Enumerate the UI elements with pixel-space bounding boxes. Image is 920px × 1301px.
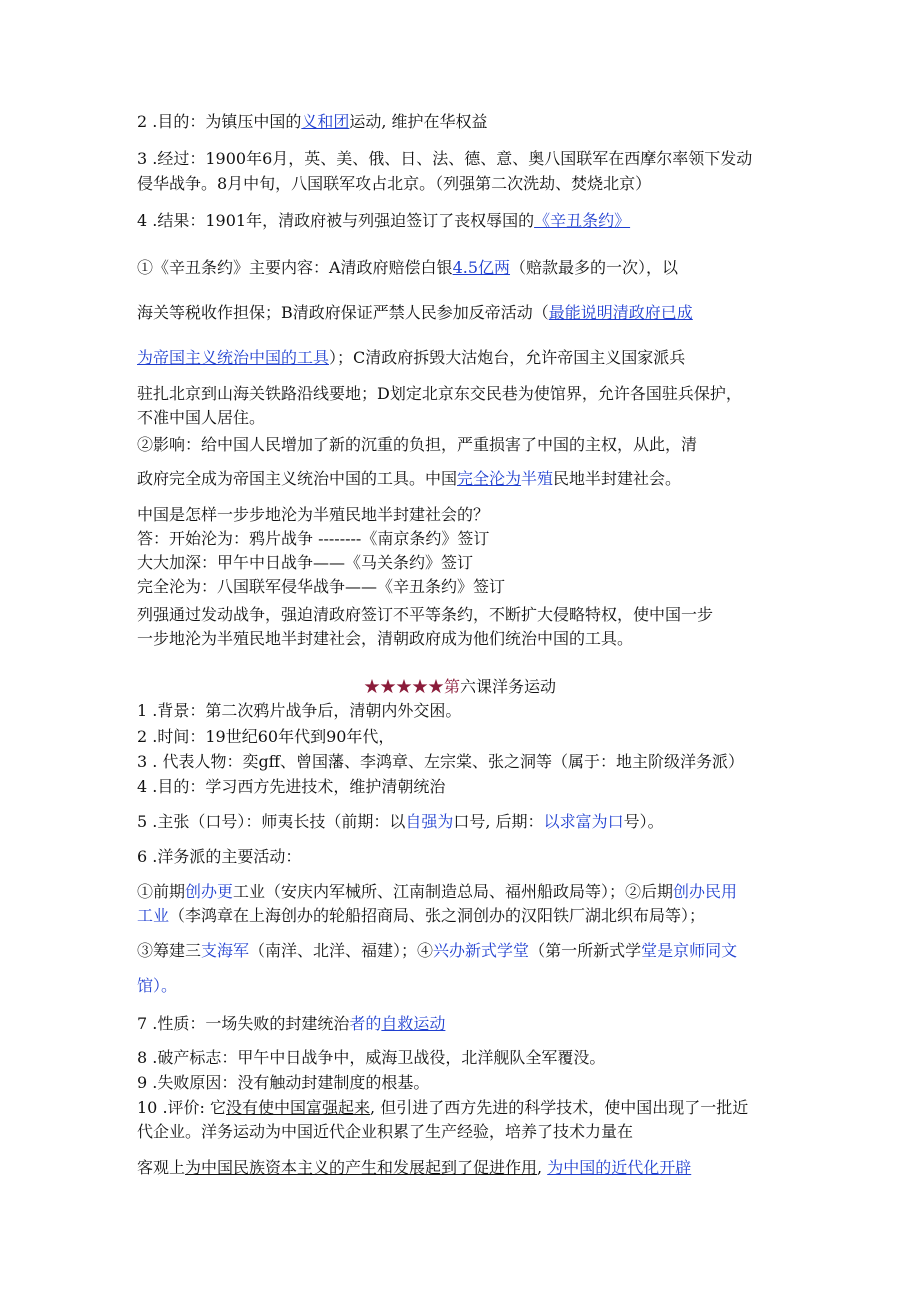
text-segment: ①《辛丑条约》主要内容：A清政府赔偿白银 (137, 258, 453, 277)
text-line (137, 976, 177, 996)
text-line (137, 1014, 445, 1034)
highlight-text: 兴办新式学堂 (433, 941, 530, 960)
star-rating: 第 (443, 677, 460, 696)
text-segment: , (537, 1158, 548, 1177)
text-segment: 2 .目的：为镇压中国的 (137, 112, 302, 131)
text-line (137, 112, 488, 132)
text-segment: 7 .性质：一场失败的封建统治 (137, 1014, 350, 1033)
highlight-text: 为中国的近代化开辟 (547, 1158, 692, 1177)
highlight-text: 为帝国主义统治中国的工具 (137, 348, 330, 367)
text-segment: 5 .主张（口号）：师夷长技（前期：以 (137, 812, 406, 831)
highlight-text: 半殖 (521, 469, 554, 488)
text-segment: 8 .破产标志：甲午中日战争中，威海卫战役，北洋舰队全军覆没。 (137, 1048, 606, 1067)
text-line (137, 941, 737, 961)
text-segment: 口号, 后期： (453, 812, 544, 831)
text-segment: 大大加深：甲午中日战争——《马关条约》签订 (137, 553, 474, 572)
text-line (137, 1158, 691, 1178)
text-line (137, 629, 633, 649)
text-segment: 3 . 代表人物：奕gff、曾国藩、李鸿章、左宗棠、张之洞等（属于：地主阶级洋务派） (137, 752, 745, 771)
highlight-text: 者的 (349, 1014, 382, 1033)
text-segment: 工业（安庆内军械所、江南制造总局、福州船政局等）；②后期 (233, 882, 674, 901)
text-line (137, 505, 489, 525)
text-line (137, 469, 681, 489)
text-segment: , 但引进了西方先进的科学技术，使中国出现了一批近 (370, 1098, 749, 1117)
text-line (137, 435, 697, 455)
text-line (137, 408, 265, 428)
highlight-text: 自救运动 (381, 1014, 446, 1033)
text-segment: 代企业。洋务运动为中国近代企业积累了生产经验，培养了技术力量在 (137, 1122, 634, 1141)
text-segment: 号）。 (623, 812, 664, 831)
text-line (137, 577, 505, 597)
text-segment: 9 .失败原因：没有触动封建制度的根基。 (137, 1073, 430, 1092)
text-segment: 列强通过发动战争，强迫清政府签订不平等条约，不断扩大侵略特权，使中国一步 (137, 605, 714, 624)
text-segment: （李鸿章在上海创办的轮船招商局、张之洞创办的汉阳铁厂湖北织布局等）； (169, 906, 706, 925)
highlight-text: 最能说明清政府已成 (548, 303, 693, 322)
text-line (137, 211, 630, 231)
text-segment: 海关等税收作担保；B清政府保证严禁人民参加反帝活动（ (137, 303, 549, 322)
text-segment: 侵华战争。8月中旬，八国联军攻占北京。（列强第二次洗劫、焚烧北京） (137, 174, 652, 193)
text-line (137, 303, 693, 323)
highlight-text: 创办民用 (673, 882, 738, 901)
text-segment: ②影响：给中国人民增加了新的沉重的负担，严重损害了中国的主权，从此，清 (137, 435, 698, 454)
highlight-text: 为中国民族资本主义的产生和发展起到了促进作用 (185, 1158, 538, 1177)
highlight-text: 堂是京师同文 (641, 941, 738, 960)
text-segment: （赔款最多的一次），以 (510, 258, 679, 277)
highlight-text: 自强为 (405, 812, 454, 831)
highlight-text: 以求富为口 (543, 812, 624, 831)
text-line (137, 258, 678, 278)
highlight-text: 馆）。 (137, 976, 178, 995)
text-segment: 中国是怎样一步步地沦为半殖民地半封建社会的？ (137, 505, 490, 524)
highlight-text: 工业 (137, 906, 170, 925)
text-segment: 驻扎北京到山海关铁路沿线要地；D划定北京东交民巷为使馆界，允许各国驻兵保护， (137, 384, 742, 403)
text-segment: ③筹建三 (137, 941, 202, 960)
text-line (137, 906, 705, 926)
text-segment: 民地半封建社会。 (553, 469, 682, 488)
text-segment: 4 .结果：1901年，清政府被与列强迫签订了丧权辱国的 (137, 211, 535, 230)
text-line (137, 701, 461, 721)
text-segment: 1 .背景：第二次鸦片战争后，清朝内外交困。 (137, 701, 462, 720)
text-line (137, 752, 744, 772)
section-heading (0, 677, 920, 697)
text-segment: 客观上 (137, 1158, 186, 1177)
text-line (137, 553, 473, 573)
text-segment: 6 .洋务派的主要活动： (137, 847, 302, 866)
text-line (137, 174, 651, 194)
text-segment: ）；C清政府拆毁大沽炮台，允许帝国主义国家派兵 (329, 348, 686, 367)
text-segment: ①前期 (137, 882, 186, 901)
highlight-text: 支海军 (201, 941, 250, 960)
text-line (137, 1048, 605, 1068)
text-segment: 不准中国人居住。 (137, 408, 266, 427)
highlight-text: 《辛丑条约》 (534, 211, 631, 230)
text-segment: 六课洋务运动 (460, 677, 557, 696)
text-line (137, 384, 742, 404)
text-segment: 答：开始沦为：鸦片战争 --------《南京条约》签订 (137, 529, 490, 548)
text-line (137, 1122, 633, 1142)
highlight-text: 4.5亿两 (452, 258, 511, 277)
text-line (137, 812, 664, 832)
text-segment: 一步地沦为半殖民地半封建社会，清朝政府成为他们统治中国的工具。 (137, 629, 634, 648)
star-rating: ★★★★★ (363, 677, 444, 696)
text-line (137, 348, 685, 368)
text-segment: 2 .时间：19世纪60年代到90年代， (137, 727, 395, 746)
text-line (137, 1073, 429, 1093)
text-segment: 4 .目的：学习西方先进技术，维护清朝统治 (137, 777, 446, 796)
highlight-text: 没有使中国富强起来 (226, 1098, 371, 1117)
text-line (137, 1098, 748, 1118)
highlight-text: 义和团 (301, 112, 350, 131)
text-line (137, 605, 713, 625)
text-segment: 10 .评价: 它 (137, 1098, 227, 1117)
text-line (137, 529, 489, 549)
text-segment: 3 .经过：1900年6月，英、美、俄、日、法、德、意、奥八国联军在西摩尔率领下发动 (137, 149, 753, 168)
text-line (137, 847, 301, 867)
text-line (137, 149, 752, 169)
text-segment: （第一所新式学 (529, 941, 642, 960)
text-line (137, 777, 445, 797)
text-line (137, 727, 394, 747)
text-segment: 政府完全成为帝国主义统治中国的工具。中国 (137, 469, 458, 488)
text-segment: （南洋、北洋、福建）；④ (249, 941, 434, 960)
highlight-text: 完全沦为 (457, 469, 522, 488)
text-segment: 运动, 维护在华权益 (349, 112, 488, 131)
highlight-text: 创办更 (185, 882, 234, 901)
text-segment: 完全沦为：八国联军侵华战争——《辛丑条约》签订 (137, 577, 506, 596)
text-line (137, 882, 737, 902)
